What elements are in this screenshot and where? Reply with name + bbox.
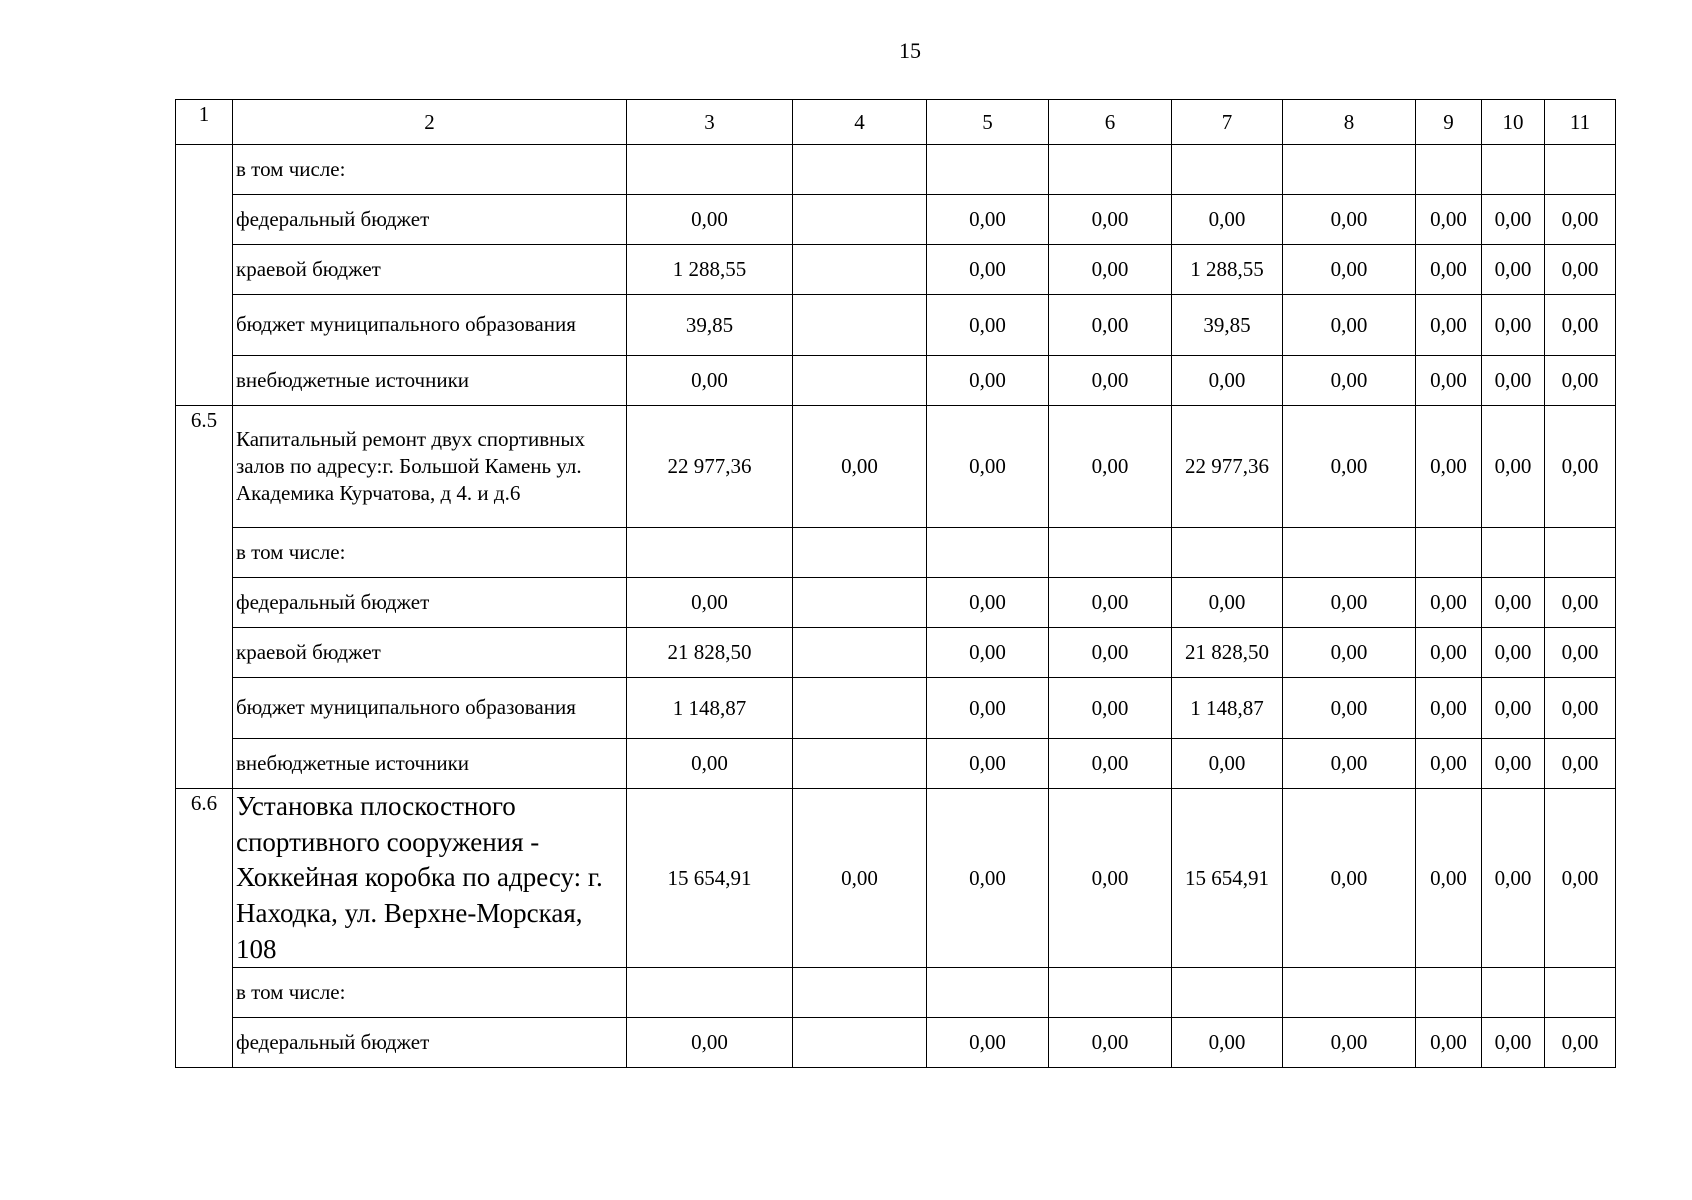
table-cell bbox=[1482, 145, 1545, 195]
table-cell: 0,00 bbox=[1283, 678, 1416, 739]
table-cell bbox=[1482, 528, 1545, 578]
table-cell bbox=[793, 628, 927, 678]
table-cell: 0,00 bbox=[927, 356, 1049, 406]
table-cell: 1 288,55 bbox=[627, 245, 793, 295]
table-row bbox=[176, 295, 1616, 356]
table-cell bbox=[627, 968, 793, 1018]
table-cell: 0,00 bbox=[1049, 356, 1172, 406]
budget-table bbox=[175, 99, 1616, 1068]
table-row bbox=[176, 968, 1616, 1018]
row-index: 6.5 bbox=[176, 406, 233, 789]
table-cell: 0,00 bbox=[1049, 295, 1172, 356]
table-cell: 0,00 bbox=[1482, 1018, 1545, 1068]
row-index: 6.6 bbox=[176, 789, 233, 1068]
table-cell: 0,00 bbox=[1049, 195, 1172, 245]
table-cell: 0,00 bbox=[1172, 739, 1283, 789]
table-row bbox=[176, 739, 1616, 789]
table-cell: 0,00 bbox=[1545, 678, 1616, 739]
table-cell: 0,00 bbox=[1545, 245, 1616, 295]
table-cell bbox=[1545, 528, 1616, 578]
table-row bbox=[176, 578, 1616, 628]
table-cell: 0,00 bbox=[1283, 295, 1416, 356]
column-header: 8 bbox=[1283, 100, 1416, 145]
table-cell: 0,00 bbox=[927, 678, 1049, 739]
table-cell: 22 977,36 bbox=[627, 406, 793, 528]
table-cell: 0,00 bbox=[1049, 678, 1172, 739]
table-cell: 21 828,50 bbox=[1172, 628, 1283, 678]
table-row bbox=[176, 789, 1616, 968]
column-header: 11 bbox=[1545, 100, 1616, 145]
table-cell bbox=[1416, 145, 1482, 195]
table-cell: 0,00 bbox=[1283, 356, 1416, 406]
table-cell bbox=[627, 145, 793, 195]
table-row bbox=[176, 195, 1616, 245]
column-header: 10 bbox=[1482, 100, 1545, 145]
table-cell bbox=[927, 145, 1049, 195]
table-cell: 0,00 bbox=[1545, 739, 1616, 789]
row-label: Капитальный ремонт двух спортивных залов по адресу:г. Большой Камень ул. Академика Курчатова, д 4. и д.6 bbox=[233, 406, 627, 528]
table-cell bbox=[1283, 145, 1416, 195]
row-index bbox=[176, 145, 233, 406]
column-header: 7 bbox=[1172, 100, 1283, 145]
column-header: 4 bbox=[793, 100, 927, 145]
table-cell bbox=[793, 245, 927, 295]
table-cell: 0,00 bbox=[1482, 789, 1545, 968]
row-label: федеральный бюджет bbox=[233, 578, 627, 628]
table-cell: 0,00 bbox=[927, 739, 1049, 789]
table-cell: 1 148,87 bbox=[627, 678, 793, 739]
table-cell: 0,00 bbox=[1545, 406, 1616, 528]
table-cell: 15 654,91 bbox=[1172, 789, 1283, 968]
table-cell: 0,00 bbox=[1172, 356, 1283, 406]
table-cell bbox=[793, 295, 927, 356]
table-cell bbox=[1283, 528, 1416, 578]
table-cell: 0,00 bbox=[927, 295, 1049, 356]
table-cell: 0,00 bbox=[1416, 1018, 1482, 1068]
table-cell: 0,00 bbox=[1482, 245, 1545, 295]
table-cell: 0,00 bbox=[927, 578, 1049, 628]
table-cell: 0,00 bbox=[1049, 406, 1172, 528]
column-header: 5 bbox=[927, 100, 1049, 145]
table-cell bbox=[793, 195, 927, 245]
table-cell: 0,00 bbox=[627, 1018, 793, 1068]
table-cell: 0,00 bbox=[1482, 406, 1545, 528]
table-cell: 0,00 bbox=[1049, 1018, 1172, 1068]
table-cell: 0,00 bbox=[1545, 578, 1616, 628]
table-cell bbox=[793, 145, 927, 195]
table-cell: 0,00 bbox=[1049, 789, 1172, 968]
table-cell: 0,00 bbox=[1049, 628, 1172, 678]
row-label: федеральный бюджет bbox=[233, 195, 627, 245]
table-cell: 0,00 bbox=[1416, 789, 1482, 968]
table-cell bbox=[793, 528, 927, 578]
table-cell: 0,00 bbox=[927, 195, 1049, 245]
table-cell: 0,00 bbox=[1049, 578, 1172, 628]
table-cell bbox=[1482, 968, 1545, 1018]
table-cell: 0,00 bbox=[1545, 1018, 1616, 1068]
table-cell: 0,00 bbox=[1283, 406, 1416, 528]
row-label: краевой бюджет bbox=[233, 245, 627, 295]
table-cell: 1 148,87 bbox=[1172, 678, 1283, 739]
table-cell bbox=[1545, 968, 1616, 1018]
table-cell: 0,00 bbox=[1049, 739, 1172, 789]
table-cell bbox=[793, 578, 927, 628]
table-cell bbox=[1283, 968, 1416, 1018]
table-cell bbox=[927, 528, 1049, 578]
row-label: внебюджетные источники bbox=[233, 739, 627, 789]
table-cell: 0,00 bbox=[1283, 789, 1416, 968]
table-cell: 0,00 bbox=[627, 195, 793, 245]
table-cell: 0,00 bbox=[627, 356, 793, 406]
table-cell: 0,00 bbox=[1283, 195, 1416, 245]
table-cell: 0,00 bbox=[1416, 195, 1482, 245]
column-header: 3 bbox=[627, 100, 793, 145]
row-label: краевой бюджет bbox=[233, 628, 627, 678]
table-cell bbox=[1172, 968, 1283, 1018]
table-cell bbox=[1545, 145, 1616, 195]
table-cell bbox=[1049, 968, 1172, 1018]
row-label: внебюджетные источники bbox=[233, 356, 627, 406]
table-cell: 39,85 bbox=[1172, 295, 1283, 356]
table-cell: 0,00 bbox=[1283, 739, 1416, 789]
table-cell: 0,00 bbox=[793, 406, 927, 528]
table-cell: 0,00 bbox=[1049, 245, 1172, 295]
table-cell bbox=[1049, 528, 1172, 578]
table-cell bbox=[793, 968, 927, 1018]
table-cell: 0,00 bbox=[1545, 628, 1616, 678]
table-cell: 22 977,36 bbox=[1172, 406, 1283, 528]
table-cell: 0,00 bbox=[627, 578, 793, 628]
table-cell: 0,00 bbox=[1283, 628, 1416, 678]
table-cell: 0,00 bbox=[1416, 578, 1482, 628]
column-header: 6 bbox=[1049, 100, 1172, 145]
table-cell: 0,00 bbox=[1482, 356, 1545, 406]
table-cell: 0,00 bbox=[1283, 245, 1416, 295]
table-cell: 1 288,55 bbox=[1172, 245, 1283, 295]
row-label: в том числе: bbox=[233, 528, 627, 578]
table-cell: 0,00 bbox=[1482, 628, 1545, 678]
row-label: бюджет муниципального образования bbox=[233, 678, 627, 739]
table-cell: 0,00 bbox=[1172, 578, 1283, 628]
table-cell: 0,00 bbox=[1416, 739, 1482, 789]
table-cell: 0,00 bbox=[1416, 628, 1482, 678]
table-cell: 0,00 bbox=[927, 245, 1049, 295]
column-header: 9 bbox=[1416, 100, 1482, 145]
table-cell bbox=[793, 678, 927, 739]
table-row bbox=[176, 528, 1616, 578]
table-cell bbox=[627, 528, 793, 578]
table-cell: 0,00 bbox=[927, 406, 1049, 528]
column-header: 1 bbox=[176, 100, 233, 145]
row-label: в том числе: bbox=[233, 145, 627, 195]
table-cell: 0,00 bbox=[927, 628, 1049, 678]
table-cell: 0,00 bbox=[1416, 356, 1482, 406]
table-row bbox=[176, 1018, 1616, 1068]
table-cell bbox=[927, 968, 1049, 1018]
row-label: бюджет муниципального образования bbox=[233, 295, 627, 356]
table-cell: 0,00 bbox=[793, 789, 927, 968]
table-cell: 0,00 bbox=[1172, 195, 1283, 245]
table-cell: 0,00 bbox=[1416, 678, 1482, 739]
row-label: Установка плоскостного спортивного сооружения - Хоккейная коробка по адресу: г. Находка, ул. Верхне-Морская, 108 bbox=[233, 789, 627, 968]
table-row bbox=[176, 406, 1616, 528]
table-cell bbox=[1172, 145, 1283, 195]
table-cell: 0,00 bbox=[1416, 245, 1482, 295]
table-cell: 0,00 bbox=[1482, 295, 1545, 356]
table-cell: 0,00 bbox=[1283, 578, 1416, 628]
table-cell bbox=[793, 356, 927, 406]
table-cell: 0,00 bbox=[1482, 195, 1545, 245]
table-cell bbox=[1416, 528, 1482, 578]
table-cell: 0,00 bbox=[1545, 195, 1616, 245]
table-cell: 0,00 bbox=[1482, 578, 1545, 628]
table-cell: 39,85 bbox=[627, 295, 793, 356]
table-cell: 21 828,50 bbox=[627, 628, 793, 678]
table-row bbox=[176, 145, 1616, 195]
table-cell: 0,00 bbox=[1283, 1018, 1416, 1068]
table-row bbox=[176, 356, 1616, 406]
table-cell: 0,00 bbox=[1545, 356, 1616, 406]
row-label: в том числе: bbox=[233, 968, 627, 1018]
table-cell: 0,00 bbox=[1545, 789, 1616, 968]
table-cell: 0,00 bbox=[1482, 739, 1545, 789]
table-row bbox=[176, 678, 1616, 739]
table-cell: 0,00 bbox=[1416, 295, 1482, 356]
table-cell bbox=[1049, 145, 1172, 195]
table-cell bbox=[793, 1018, 927, 1068]
table-cell: 0,00 bbox=[627, 739, 793, 789]
header-row bbox=[176, 100, 1616, 145]
table-cell: 0,00 bbox=[927, 1018, 1049, 1068]
table-cell: 0,00 bbox=[1482, 678, 1545, 739]
table-cell bbox=[1172, 528, 1283, 578]
table-cell: 15 654,91 bbox=[627, 789, 793, 968]
column-header: 2 bbox=[233, 100, 627, 145]
table-cell bbox=[793, 739, 927, 789]
table-cell: 0,00 bbox=[1416, 406, 1482, 528]
table-cell: 0,00 bbox=[927, 789, 1049, 968]
row-label: федеральный бюджет bbox=[233, 1018, 627, 1068]
table-cell: 0,00 bbox=[1172, 1018, 1283, 1068]
table-cell bbox=[1416, 968, 1482, 1018]
table-row bbox=[176, 245, 1616, 295]
table-row bbox=[176, 628, 1616, 678]
table-cell: 0,00 bbox=[1545, 295, 1616, 356]
page-number: 15 bbox=[899, 38, 921, 63]
